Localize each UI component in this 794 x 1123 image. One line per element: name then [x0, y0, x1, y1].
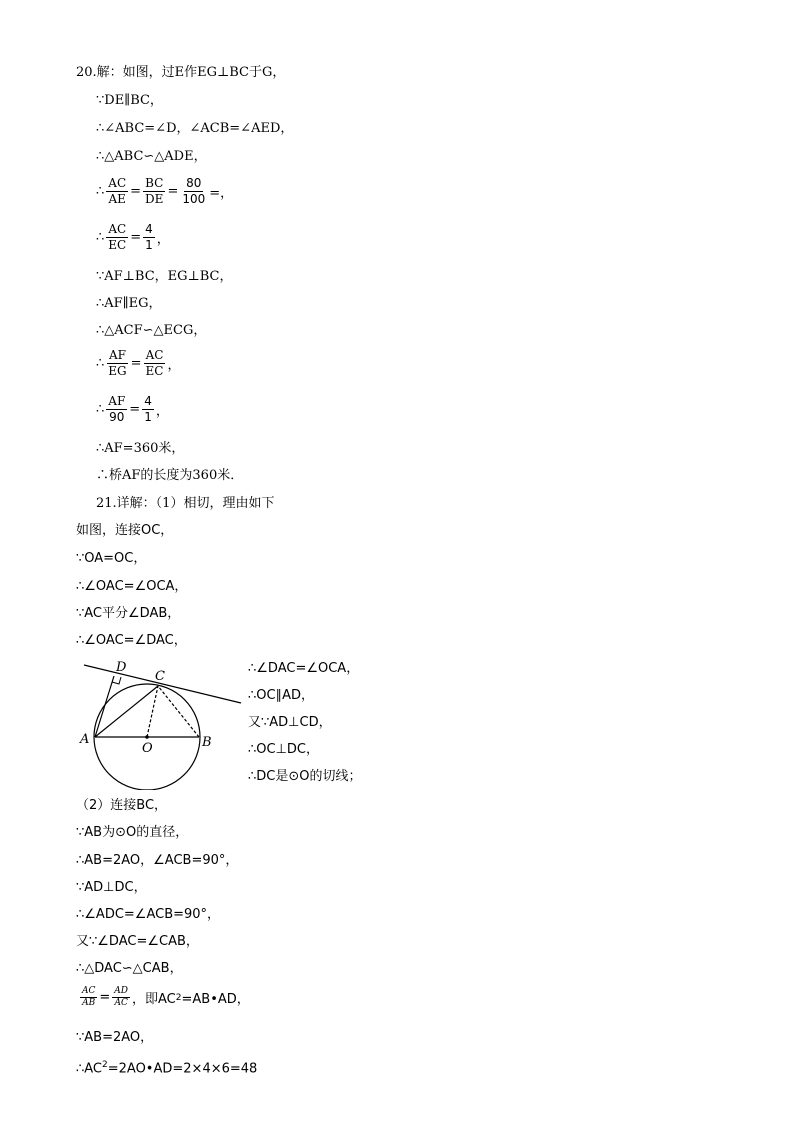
segment-ad — [95, 676, 114, 737]
p21-line-m4: ∵AD⊥DC， — [76, 880, 147, 895]
p21-right-2: ∴OC∥AD， — [248, 688, 314, 703]
p21-line-2: 如图，连接OC， — [76, 523, 174, 538]
fraction: $\frac{80}{100}$ — [182, 176, 206, 206]
p21-right-4: ∴OC⊥DC， — [248, 742, 319, 757]
p20-fraction-eq-3: ∴ $\frac{AF}{EG}$ = $\frac{AC}{EC}$ ， — [96, 348, 181, 378]
center-point — [145, 735, 149, 739]
p20-line-9: ∴△ACF∽△ECG， — [96, 323, 207, 338]
p20-line-3: ∴∠ABC=∠D，∠ACB=∠AED， — [96, 121, 294, 136]
p21-line-m3: ∴AB=2AO，∠ACB=90°， — [76, 853, 239, 868]
p21-line-4: ∴∠OAC=∠OCA， — [76, 579, 188, 594]
p21-right-5: ∴DC是⊙O的切线； — [248, 769, 362, 784]
fraction: $\frac{AC}{EC}$ — [108, 222, 127, 252]
label-d: D — [116, 660, 127, 675]
p21-line-3: ∵OA=OC， — [76, 551, 147, 566]
p21-line-6: ∴∠OAC=∠DAC， — [76, 633, 187, 648]
fraction: $\frac{BC}{DE}$ — [145, 176, 164, 206]
p20-fraction-eq-1: ∴ $\frac{AC}{AE}$ = $\frac{BC}{DE}$ = $\frac{80}{100}$ =， — [96, 176, 234, 206]
fraction: $\frac{AF}{EG}$ — [108, 348, 127, 378]
fraction: $\frac{AC}{AE}$ — [108, 176, 127, 206]
p21-line-m2: ∵AB为⊙O的直径， — [76, 825, 189, 840]
fraction: $\frac{AD}{AC}$ — [114, 986, 129, 1008]
label-a: A — [80, 732, 90, 747]
p21-line-m9: ∵AB=2AO， — [76, 1030, 154, 1045]
p20-line-2: ∵DE∥BC， — [96, 93, 163, 108]
geometry-figure — [76, 654, 244, 790]
p20-line-12: ∴AF=360米， — [96, 441, 185, 456]
p21-right-3: 又∵AD⊥CD， — [248, 715, 332, 730]
p21-fraction-eq-5: $\frac{AC}{AB}$ = $\frac{AD}{AC}$ ，即AC 2 =AB•AD， — [82, 986, 250, 1008]
fraction: $\frac{AC}{EC}$ — [145, 348, 164, 378]
p21-line-m6: 又∵∠DAC=∠CAB， — [76, 934, 199, 949]
label-o: O — [142, 741, 153, 756]
p20-line-7: ∵AF⊥BC，EG⊥BC， — [96, 269, 233, 284]
fraction: $\frac{4}{1}$ — [145, 222, 153, 252]
p20-line-1: 20.解：如图，过E作EG⊥BC于G， — [76, 65, 286, 80]
p21-line-m7: ∴△DAC∽△CAB， — [76, 961, 183, 976]
p20-fraction-eq-2: ∴ $\frac{AC}{EC}$ = $\frac{4}{1}$ ， — [96, 222, 170, 252]
fraction: $\frac{AC}{AB}$ — [82, 986, 96, 1008]
p21-line-m1: （2）连接BC， — [76, 798, 168, 813]
p20-line-4: ∴△ABC∽△ADE， — [96, 149, 207, 164]
p21-right-1: ∴∠DAC=∠OCA， — [248, 661, 360, 676]
p21-line-5: ∵AC平分∠DAB， — [76, 606, 181, 621]
p21-line-m5: ∴∠ADC=∠ACB=90°， — [76, 907, 221, 922]
label-c: C — [155, 669, 165, 684]
label-b: B — [202, 735, 212, 750]
p20-fraction-eq-4: ∴ $\frac{AF}{90}$ = $\frac{4}{1}$ ， — [96, 394, 169, 424]
p21-line-1: 21.详解：（1）相切，理由如下 — [96, 496, 275, 511]
p21-line-m10: $\therefore AC^2=2AO•AD=2\times 4\times 6=48$ — [76, 1060, 258, 1077]
fraction: $\frac{AF}{90}$ — [108, 394, 126, 424]
p20-line-8: ∴AF∥EG， — [96, 296, 162, 311]
p20-line-13: ∴桥AF的长度为360米． — [96, 468, 244, 483]
fraction: $\frac{4}{1}$ — [144, 394, 152, 424]
